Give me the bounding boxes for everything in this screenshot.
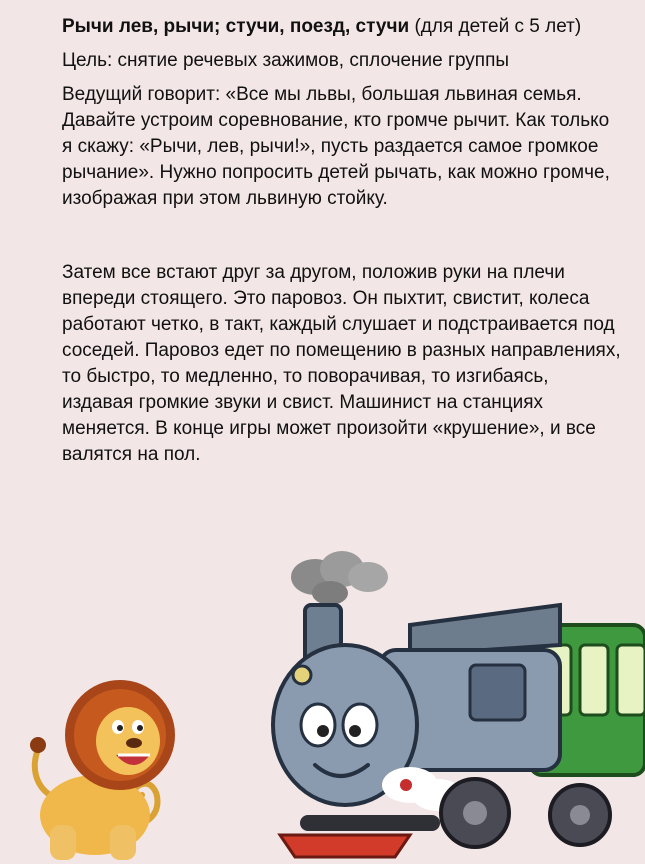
paragraph-gap <box>62 220 622 260</box>
game-goal: Цель: снятие речевых зажимов, сплочение группы <box>62 50 510 71</box>
paragraph-lion: Ведущий говорит: «Все мы львы, большая львиная семья. Давайте устроим соревнование, кто громче рычит. Как только я скажу: «Рычи, лев, рычи!», пусть раздается самое громкое рычание». Нужно попросить детей рычать, как можно громче, изображая при этом львиную стойку. <box>62 84 610 209</box>
document-text <box>62 14 622 476</box>
game-age-note: (для детей с 5 лет) <box>409 16 582 37</box>
game-title <box>62 14 622 40</box>
lion-cartoon-icon <box>10 675 210 864</box>
steam-train-cartoon-icon <box>260 545 645 864</box>
game-title-bold: Рычи лев, рычи; стучи, поезд, стучи <box>62 16 410 37</box>
paragraph-train: Затем все встают друг за другом, положив руки на плечи впереди стоящего. Это паровоз. Он пыхтит, свистит, колеса работают четко, в такт, каждый слушает и подстраивается под соседей. Паровоз едет по помещению в разных направлениях, то быстро, то медленно, то поворачивая, то изгибаясь, издавая громкие звуки и свист. Машинист на станциях меняется. В конце игры может произойти «крушение», и все валятся на пол. <box>62 262 621 465</box>
